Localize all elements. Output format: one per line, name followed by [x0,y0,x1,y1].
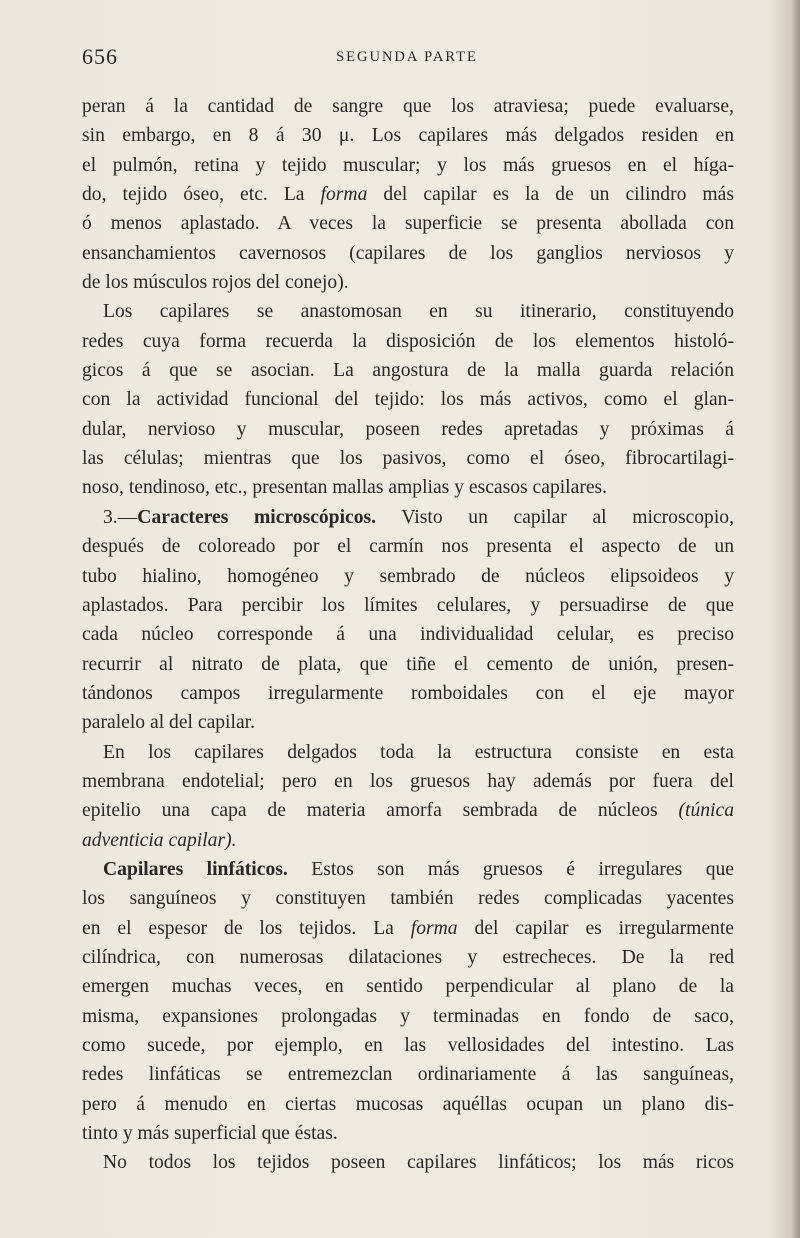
text-run: Estos son más gruesos é irregulares que [287,858,734,880]
text-run: las células; mientras que los pasivos, como el óseo, fibrocartilagi- [82,448,734,470]
text-line [82,92,734,121]
text-run: misma, expansiones prolongadas y terminadas en fondo de saco, [82,1005,734,1027]
text-line [82,268,734,297]
text-line [82,121,734,150]
text-run: ensanchamientos cavernosos (capilares de los ganglios nerviosos y [82,242,734,264]
text-run: emergen muchas veces, en sentido perpendicular al plano de la [82,976,734,998]
text-run: do, tejido óseo, etc. La [82,184,321,206]
text-run: de los músculos rojos del conejo). [82,272,349,294]
text-line [82,914,734,943]
italic-run: (túnica [678,800,734,822]
text-run: noso, tendinoso, etc., presentan mallas amplias y escasos capilares. [82,477,608,499]
page-edge-shadow [791,0,800,1238]
text-line [82,1148,734,1177]
italic-run: forma [320,184,368,206]
italic-run: forma [410,917,458,939]
text-line [82,972,734,1001]
text-line [82,1031,734,1060]
text-line [82,209,734,238]
text-run: los sanguíneos y constituyen también redes complicadas yacentes [82,888,734,910]
text-line [82,356,734,385]
text-line [82,444,734,473]
page-number: 656 [82,44,118,69]
text-run: epitelio una capa de materia amorfa sembrada de núcleos [82,800,679,822]
text-run: aplastados. Para percibir los límites celulares, y persuadirse de que [82,594,734,616]
text-line [82,855,734,884]
text-line [82,239,734,268]
text-run: En los capilares delgados toda la estructura consiste en esta [103,741,734,763]
text-line [82,738,734,767]
text-run: tubo hialino, homogéneo y sembrado de núcleos elipsoideos y [82,565,734,587]
page-header [82,44,732,74]
text-line [82,562,734,591]
text-line [82,1002,734,1031]
text-line [82,708,734,737]
text-run: sin embargo, en 8 á 30 μ. Los capilares más delgados residen en [82,125,734,147]
text-run: del capilar es la de un cilindro más [367,184,734,206]
text-line [82,297,734,326]
text-run: después de coloreado por el carmín nos presenta el aspecto de un [82,536,734,558]
text-run: membrana endotelial; pero en los gruesos hay además por fuera del [82,770,734,792]
text-run: cada núcleo corresponde á una individualidad celular, es preciso [82,624,734,646]
text-run: cilíndrica, con numerosas dilataciones y estrecheces. De la red [82,946,734,968]
running-title: SEGUNDA PARTE [336,49,478,65]
text-run: tinto y más superficial que éstas. [82,1123,338,1145]
text-run: Visto un capilar al microscopio, [376,506,734,528]
text-line [82,826,734,855]
text-run: gicos á que se asocian. La angostura de la malla guarda relación [82,360,734,382]
text-line [82,151,734,180]
text-run: como sucede, por ejemplo, en las vellosidades del intestino. Las [82,1035,734,1056]
text-line [82,180,734,209]
text-line [82,679,734,708]
text-run: dular, nervioso y muscular, poseen redes apretadas y próximas á [82,418,734,440]
text-run: paralelo al del capilar. [82,712,255,734]
text-line [82,884,734,913]
bold-heading-run: Capilares linfáticos. [103,858,288,880]
text-line [82,1090,734,1119]
text-run: ó menos aplastado. A veces la superficie se presenta abollada con [82,213,734,235]
text-run: No todos los tejidos poseen capilares linfáticos; los más ricos [103,1152,734,1174]
text-run: recurrir al nitrato de plata, que tiñe el cemento de unión, presen- [82,653,734,675]
text-line [82,503,734,532]
text-line [82,943,734,972]
text-line [82,1060,734,1089]
bold-heading-run: Caracteres microscópicos. [137,506,377,528]
text-run: con la actividad funcional del tejido: los más activos, como el glan- [82,389,734,411]
text-run: peran á la cantidad de sangre que los atraviesa; puede evaluarse, [82,96,734,117]
text-run: el pulmón, retina y tejido muscular; y los más gruesos en el híga- [82,154,734,176]
text-line [82,327,734,356]
text-line [82,473,734,502]
text-line [82,415,734,444]
text-run: tándonos campos irregularmente romboidales con el eje mayor [82,682,734,704]
text-line [82,796,734,825]
text-line [82,532,734,561]
text-line [82,650,734,679]
text-run: del capilar es irregularmente [457,917,734,939]
text-line [82,591,734,620]
text-run: pero á menudo en ciertas mucosas aquéllas ocupan un plano dis- [82,1093,734,1115]
italic-run: adventicia capilar). [82,829,237,851]
text-line [82,767,734,796]
text-run: redes linfáticas se entremezclan ordinariamente á las sanguíneas, [82,1064,734,1086]
text-line [82,1119,734,1148]
text-line [82,620,734,649]
text-line [82,385,734,414]
text-run: redes cuya forma recuerda la disposición de los elementos histoló- [82,330,734,352]
text-run: Los capilares se anastomosan en su itinerario, constituyendo [103,301,734,323]
text-run: en el espesor de los tejidos. La [82,917,411,939]
text-run: 3.— [103,506,138,528]
body-text [82,92,734,1178]
